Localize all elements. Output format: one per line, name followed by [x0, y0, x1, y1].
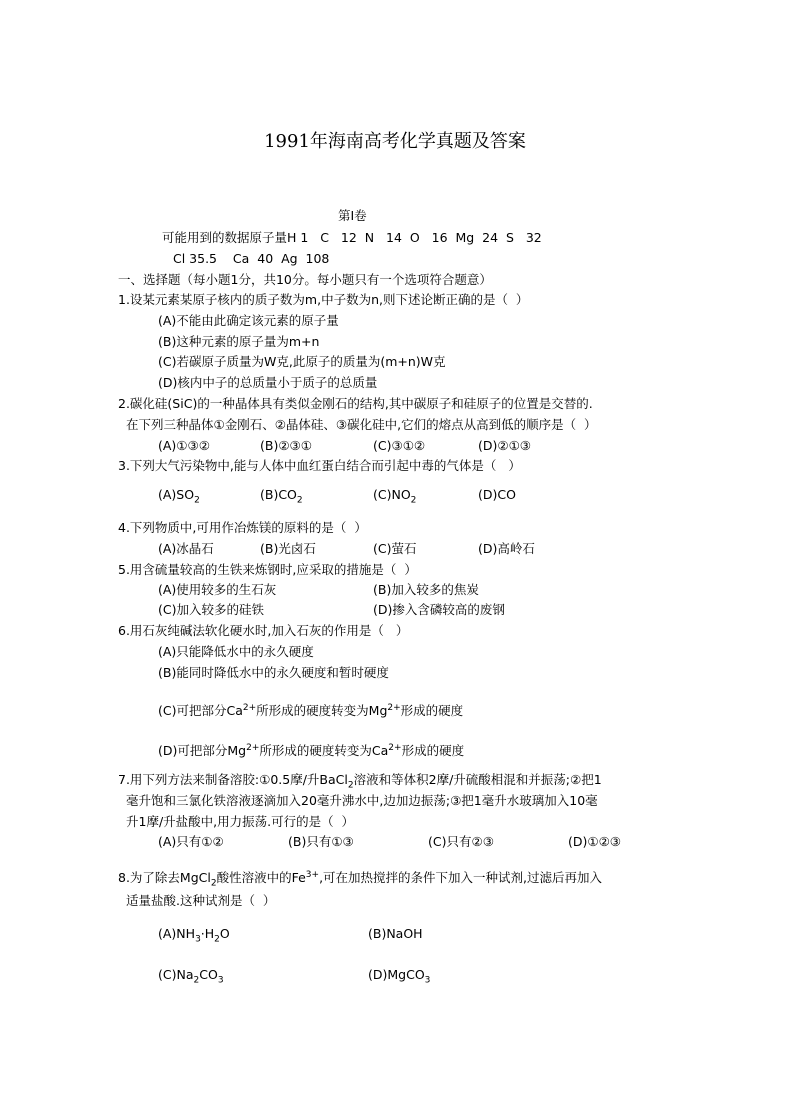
q5-stem: 5.用含硫量较高的生铁来炼钢时,应采取的措施是（ ）: [118, 562, 417, 577]
q4-stem: 4.下列物质中,可用作冶炼镁的原料的是（ ）: [118, 520, 367, 535]
q2-stem: 2.碳化硅(SiC)的一种晶体具有类似金刚石的结构,其中碳原子和硅原子的位置是交替的.: [118, 396, 593, 411]
q8-option-c: $(C)Na_2CO_3$: [158, 967, 224, 986]
document-title: 1991年海南高考化学真题及答案: [264, 131, 526, 152]
q4-option-c: (C)萤石: [373, 541, 417, 556]
q5-option-a: (A)使用较多的生石灰: [158, 582, 277, 597]
q8-stem-cont: 适量盐酸.这种试剂是（ ）: [126, 893, 276, 908]
q6-option-c: (C)可把部分$Ca^{2+}$所形成的硬度转变为$Mg^{2+}$形成的硬度: [158, 703, 464, 719]
q1-option-d: (D)核内中子的总质量小于质子的总质量: [158, 375, 378, 390]
q5-option-c: (C)加入较多的硅铁: [158, 602, 264, 617]
q3-option-c: $(C)NO_2$: [373, 487, 417, 506]
q8-option-d: (D)MgCO$_3$: [368, 967, 431, 986]
q7-option-b: (B)只有①③: [288, 834, 354, 849]
q7-stem-cont2: 升1摩/升盐酸中,用力振荡.可行的是（ ）: [126, 814, 355, 829]
q8-option-b: (B)NaOH: [368, 926, 423, 941]
q7-stem: 7.用下列方法来制备溶胶:①0.5摩/升BaCl$_2$溶液和等体积2摩/升硫酸相混和并振荡;②把1: [118, 772, 602, 791]
q5-option-d: (D)掺入含磷较高的废钢: [373, 602, 505, 617]
q4-option-a: (A)冰晶石: [158, 541, 214, 556]
q2-stem-cont: 在下列三种晶体①金刚石、②晶体硅、③碳化硅中,它们的熔点从高到低的顺序是（ ）: [126, 417, 597, 432]
q2-option-a: (A)①③②: [158, 438, 210, 453]
q6-stem: 6.用石灰纯碱法软化硬水时,加入石灰的作用是（ ）: [118, 623, 409, 638]
q6-option-d: (D)可把部分$Mg^{2+}$所形成的硬度转变为$Ca^{2+}$形成的硬度: [158, 743, 465, 759]
q1-option-b: (B)这种元素的原子量为m+n: [158, 334, 320, 349]
q2-option-b: (B)②③①: [260, 438, 312, 453]
q6-option-a: (A)只能降低水中的永久硬度: [158, 644, 314, 659]
q1-option-a: (A)不能由此确定该元素的原子量: [158, 313, 339, 328]
q5-option-b: (B)加入较多的焦炭: [373, 582, 479, 597]
q8-stem: 8.为了除去MgCl$_2$酸性溶液中的$Fe^{3+}$,可在加热搅拌的条件下加入一种试剂,过滤后再加入: [118, 870, 603, 889]
q2-option-c: (C)③①②: [373, 438, 426, 453]
atomic-masses-cont: Cl 35.5 Ca 40 Ag 108: [173, 251, 330, 266]
q1-stem: 1.设某元素某原子核内的质子数为m,中子数为n,则下述论断正确的是（ ）: [118, 292, 529, 307]
q3-option-b: $(B)CO_2$: [260, 487, 303, 506]
q3-option-d: (D)CO: [478, 487, 516, 502]
q1-option-c: (C)若碳原子质量为W克,此原子的质量为(m+n)W克: [158, 354, 446, 369]
q3-stem: 3.下列大气污染物中,能与人体中血红蛋白结合而引起中毒的气体是（ ）: [118, 458, 521, 473]
q8-option-a: $(A)NH_3\cdot H_2O$: [158, 926, 230, 945]
q6-option-b: (B)能同时降低水中的永久硬度和暂时硬度: [158, 665, 389, 680]
q7-option-d: (D)①②③: [568, 834, 621, 849]
volume-heading: 第I卷: [338, 208, 367, 223]
atomic-masses: 可能用到的数据原子量H 1 C 12 N 14 O 16 Mg 24 S 32: [162, 230, 542, 245]
q7-stem-cont: 毫升饱和三氯化铁溶液逐滴加入20毫升沸水中,边加边振荡;③把1毫升水玻璃加入10毫: [126, 793, 598, 808]
q2-option-d: (D)②①③: [478, 438, 531, 453]
q7-option-c: (C)只有②③: [428, 834, 494, 849]
q4-option-b: (B)光卤石: [260, 541, 316, 556]
q7-option-a: (A)只有①②: [158, 834, 224, 849]
q3-option-a: $(A)SO_2$: [158, 487, 200, 506]
q4-option-d: (D)高岭石: [478, 541, 535, 556]
section-heading: 一、选择题（每小题1分，共10分。每小题只有一个选项符合题意）: [118, 272, 492, 287]
